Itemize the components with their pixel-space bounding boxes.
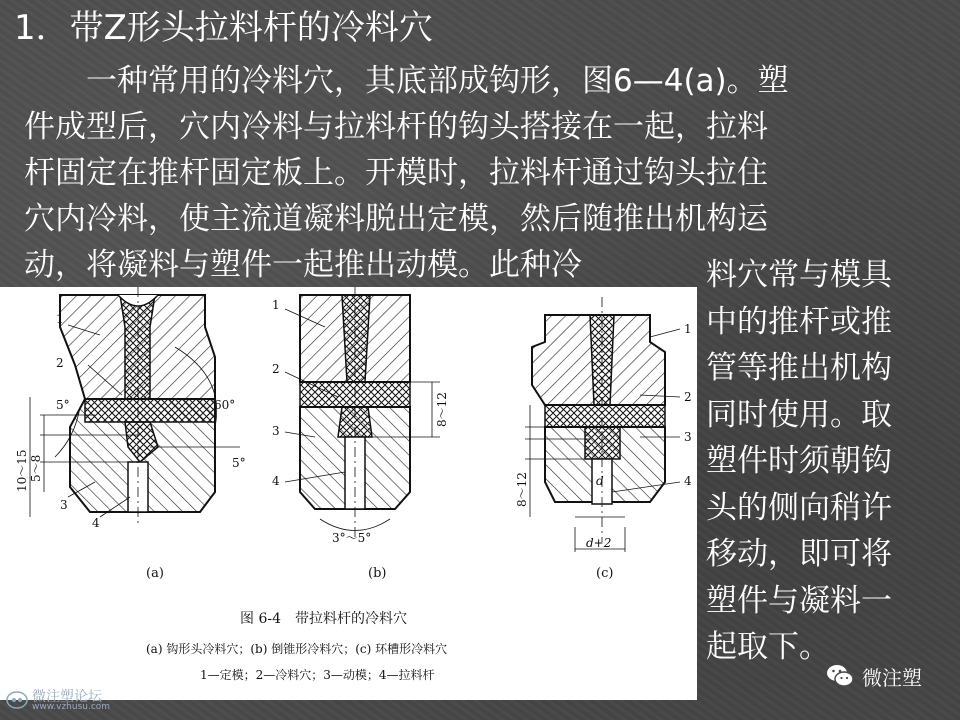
- body-line: 一种常用的冷料穴，其底部成钩形，图6—4(a)。塑: [24, 63, 789, 99]
- part-number: 1: [684, 322, 692, 336]
- panel-label: (c): [596, 566, 614, 581]
- wechat-brand: [826, 659, 922, 693]
- body-line: 穴内冷料，使主流道凝料脱出定模，然后随推出机构运: [24, 201, 768, 237]
- side-line: 管等推出机构: [706, 350, 892, 386]
- side-line: 塑件时须朝钩: [706, 443, 892, 479]
- part-number: 2: [272, 362, 280, 376]
- forum-logo-icon: [6, 690, 28, 710]
- side-line: 移动，即可将: [706, 536, 892, 572]
- figure-drawing: [0, 287, 697, 700]
- dim-label: 5°: [56, 398, 70, 412]
- body-line: 件成型后，穴内冷料与拉料杆的钩头搭接在一起，拉料: [24, 109, 768, 145]
- forum-name: 微注塑论坛: [32, 689, 102, 705]
- part-number: 4: [92, 516, 100, 530]
- side-line: 中的推杆或推: [706, 303, 892, 340]
- dim-label: 60°: [214, 398, 236, 412]
- side-line: 起取下。: [706, 629, 830, 665]
- figure-caption-legend: 1—定模；2—冷料穴；3—动模；4—拉料杆: [200, 668, 435, 682]
- slide-title: 1．带Z形头拉料杆的冷料穴: [14, 8, 433, 48]
- figure-caption-subtitle: (a) 钩形头冷料穴；(b) 倒锥形冷料穴；(c) 环槽形冷料穴: [146, 642, 448, 656]
- panel-b: [285, 287, 440, 537]
- dim-label: 10～15: [15, 449, 29, 492]
- panel-label: (a): [146, 566, 164, 581]
- dim-label: d+2: [586, 536, 612, 550]
- dim-label: d: [596, 474, 604, 488]
- wechat-icon: [826, 663, 854, 689]
- dim-label: 8～12: [515, 472, 529, 507]
- side-line: 同时使用。取: [706, 396, 892, 433]
- panel-label: (b): [368, 566, 387, 581]
- part-number: 4: [272, 474, 280, 488]
- part-number: 1: [272, 298, 280, 312]
- dim-label: 5～8: [29, 454, 43, 482]
- side-line: 塑件与凝料一: [706, 582, 892, 619]
- dim-label: 3°～5°: [332, 531, 372, 545]
- part-number: 2: [684, 390, 692, 404]
- brand-name: 微注塑: [862, 665, 922, 690]
- dim-label: 8～12: [435, 392, 449, 427]
- part-number: 2: [56, 356, 64, 370]
- figure-caption-title: 图 6-4 带拉料杆的冷料穴: [240, 611, 407, 627]
- part-number: 3: [272, 424, 280, 438]
- side-line: 料穴常与模具: [706, 257, 892, 293]
- part-number: 3: [684, 430, 692, 444]
- forum-watermark: [6, 686, 136, 716]
- forum-url: www.vzhusu.com: [32, 702, 111, 712]
- side-paragraph: [706, 252, 936, 671]
- part-number: 4: [684, 474, 692, 488]
- part-number: 1: [56, 312, 64, 326]
- side-line: 头的侧向稍许: [706, 489, 892, 526]
- dim-label: 5°: [232, 456, 246, 470]
- part-number: 3: [60, 498, 68, 512]
- body-line: 动，将凝料与塑件一起推出动模。此种冷: [24, 247, 582, 283]
- body-line: 杆固定在推杆固定板上。开模时，拉料杆通过钩头拉住: [24, 155, 768, 191]
- cold-slug-well-figure: [0, 287, 697, 700]
- panel-c: [525, 297, 680, 552]
